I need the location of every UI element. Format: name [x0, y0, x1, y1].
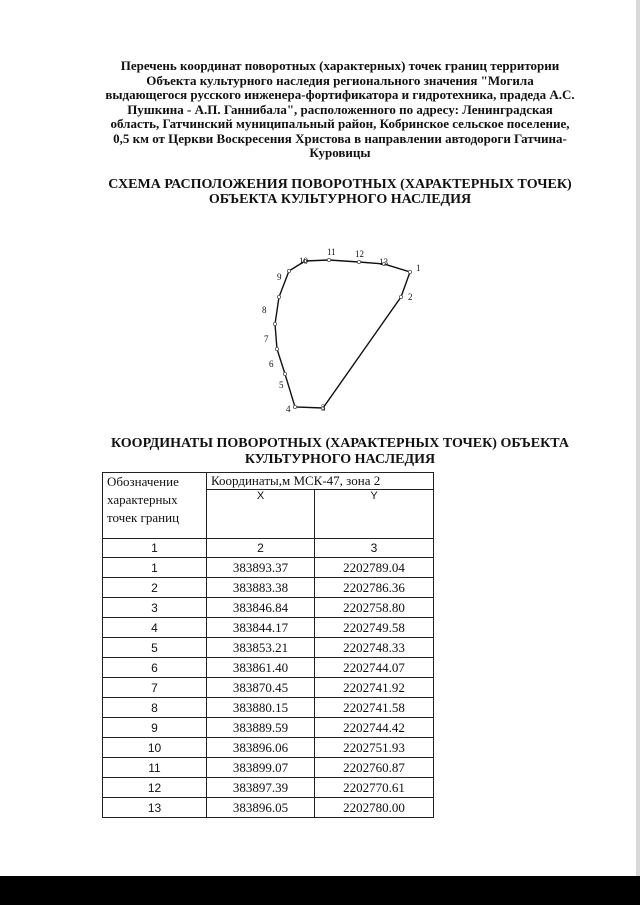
x-coordinate-cell: 383899.07 — [207, 758, 315, 778]
table-row — [103, 678, 434, 698]
y-coordinate-cell: 2202744.07 — [315, 658, 434, 678]
y-coordinate-cell: 2202770.61 — [315, 778, 434, 798]
title-line: Куровицы — [309, 145, 371, 160]
vertex-point — [283, 372, 286, 375]
vertex-label-4: 4 — [286, 404, 291, 414]
coordinates-table — [102, 472, 434, 818]
title-line: Объекта культурного наследия регионального значения "Могила — [146, 72, 534, 88]
x-coordinate-cell: 383897.39 — [207, 778, 315, 798]
title-line: область, Гатчинский муниципальный район, Кобринское сельское поселение, — [110, 116, 570, 131]
point-designation-header: Обозначение характерных точек границ — [103, 473, 207, 539]
point-number-cell: 12 — [103, 778, 207, 798]
point-number-cell: 2 — [103, 578, 207, 598]
x-column-header: X — [207, 490, 315, 539]
vertex-label-10: 10 — [299, 256, 308, 266]
vertex-label-7: 7 — [264, 334, 269, 344]
vertex-point — [293, 405, 296, 408]
vertex-point — [287, 269, 290, 272]
vertex-point — [399, 295, 402, 298]
x-coordinate-cell: 383889.59 — [207, 718, 315, 738]
vertex-label-11: 11 — [327, 247, 336, 257]
coordinates-title-line: КООРДИНАТЫ ПОВОРОТНЫХ (ХАРАКТЕРНЫХ ТОЧЕК) ОБЪЕКТА — [110, 436, 570, 451]
title-line: Перечень координат поворотных (характерных) точек границ территории — [120, 58, 560, 73]
y-coordinate-cell: 2202758.80 — [315, 598, 434, 618]
y-coordinate-cell: 2202760.87 — [315, 758, 434, 778]
table-header-row — [103, 473, 434, 490]
column-number-row — [103, 539, 434, 558]
table-row — [103, 778, 434, 798]
vertex-label-1: 1 — [416, 263, 421, 273]
point-number-cell: 7 — [103, 678, 207, 698]
title-line: 0,5 км от Церкви Воскресения Христова в направлении автодороги Гатчина- — [113, 130, 567, 146]
point-number-cell: 9 — [103, 718, 207, 738]
x-coordinate-cell: 383870.45 — [207, 678, 315, 698]
coordinates-title — [70, 436, 610, 468]
x-coordinate-cell: 383893.37 — [207, 558, 315, 578]
table-row — [103, 718, 434, 738]
y-coordinate-cell: 2202748.33 — [315, 638, 434, 658]
boundary-scheme-diagram — [255, 240, 435, 420]
title-line: Пушкина - А.П. Ганнибала", расположенного по адресу: Ленинградская — [127, 101, 553, 117]
point-number-cell: 1 — [103, 558, 207, 578]
point-number-cell: 5 — [103, 638, 207, 658]
table-row — [103, 758, 434, 778]
title-line: выдающегося русского инженера-фортификатора и гидротехника, прадеда А.С. — [105, 87, 575, 102]
y-coordinate-cell: 2202751.93 — [315, 738, 434, 758]
x-coordinate-cell: 383861.40 — [207, 658, 315, 678]
x-coordinate-cell: 383853.21 — [207, 638, 315, 658]
vertex-point — [408, 270, 411, 273]
point-number-cell: 10 — [103, 738, 207, 758]
x-coordinate-cell: 383880.15 — [207, 698, 315, 718]
coordinates-group-header: Координаты,м МСК-47, зона 2 — [207, 473, 434, 490]
y-coordinate-cell: 2202741.92 — [315, 678, 434, 698]
document-title — [70, 59, 610, 161]
table-row — [103, 618, 434, 638]
y-coordinate-cell: 2202789.04 — [315, 558, 434, 578]
point-number-cell: 4 — [103, 618, 207, 638]
table-row — [103, 638, 434, 658]
vertex-point — [357, 260, 360, 263]
boundary-vertices — [273, 258, 411, 409]
column-number: 1 — [103, 539, 207, 558]
x-coordinate-cell: 383844.17 — [207, 618, 315, 638]
vertex-point — [273, 322, 276, 325]
vertex-label-12: 12 — [355, 249, 364, 259]
table-row — [103, 798, 434, 818]
vertex-label-9: 9 — [277, 272, 282, 282]
y-coordinate-cell: 2202749.58 — [315, 618, 434, 638]
x-coordinate-cell: 383846.84 — [207, 598, 315, 618]
vertex-label-5: 5 — [279, 380, 284, 390]
point-number-cell: 3 — [103, 598, 207, 618]
vertex-label-3: 3 — [321, 403, 326, 413]
vertex-label-2: 2 — [408, 292, 413, 302]
boundary-polygon — [275, 260, 410, 408]
x-coordinate-cell: 383883.38 — [207, 578, 315, 598]
point-number-cell: 6 — [103, 658, 207, 678]
vertex-point — [327, 258, 330, 261]
scheme-title — [60, 177, 620, 207]
column-number: 2 — [207, 539, 315, 558]
vertex-label-8: 8 — [262, 305, 267, 315]
table-row — [103, 738, 434, 758]
table-row — [103, 658, 434, 678]
table-row — [103, 558, 434, 578]
vertex-label-13: 13 — [379, 257, 388, 267]
x-coordinate-cell: 383896.05 — [207, 798, 315, 818]
point-number-cell: 8 — [103, 698, 207, 718]
y-coordinate-cell: 2202744.42 — [315, 718, 434, 738]
coordinates-title-line: КУЛЬТУРНОГО НАСЛЕДИЯ — [244, 452, 436, 467]
y-coordinate-cell: 2202786.36 — [315, 578, 434, 598]
scan-edge — [636, 0, 640, 905]
vertex-label-6: 6 — [269, 359, 274, 369]
point-number-cell: 11 — [103, 758, 207, 778]
table-row — [103, 698, 434, 718]
table-row — [103, 598, 434, 618]
column-number: 3 — [315, 539, 434, 558]
point-number-cell: 13 — [103, 798, 207, 818]
vertex-point — [275, 347, 278, 350]
y-coordinate-cell: 2202741.58 — [315, 698, 434, 718]
scheme-title-line: ОБЪЕКТА КУЛЬТУРНОГО НАСЛЕДИЯ — [208, 192, 472, 207]
table-row — [103, 578, 434, 598]
coordinates-table-body — [103, 558, 434, 818]
y-coordinate-cell: 2202780.00 — [315, 798, 434, 818]
y-column-header: Y — [315, 490, 434, 539]
scan-bottom-bar — [0, 876, 640, 905]
scheme-title-line: СХЕМА РАСПОЛОЖЕНИЯ ПОВОРОТНЫХ (ХАРАКТЕРНЫХ ТОЧЕК) — [108, 177, 572, 192]
x-coordinate-cell: 383896.06 — [207, 738, 315, 758]
vertex-point — [277, 295, 280, 298]
